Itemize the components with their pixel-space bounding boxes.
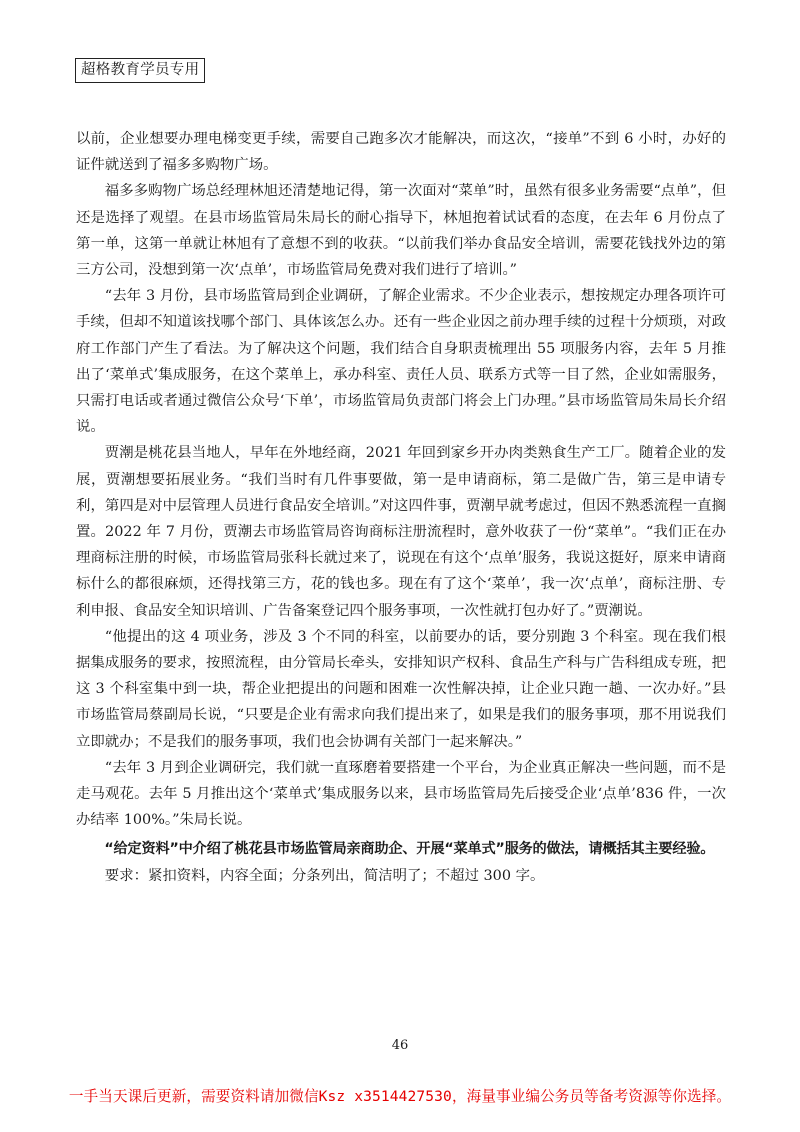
article-body <box>76 126 726 889</box>
paragraph-4: 贾潮是桃花县当地人，早年在外地经商，2021 年回到家乡开办肉类熟食生产工厂。随着企业的发展，贾潮想要拓展业务。“我们当时有几件事要做，第一是申请商标，第二是做广告，第三是申请专利，第四是对中层管理人员进行食品安全培训。”对这四件事，贾潮早就考虑过，但因不熟悉流程一直搁置。2022 年 7 月份，贾潮去市场监管局咨询商标注册流程时，意外收获了一份“菜单”。“我们正在办理商标注册的时候，市场监管局张科长就过来了，说现在有这个‘点单’服务，我说这挺好，原来申请商标什么的都很麻烦，还得找第三方，花的钱也多。现在有了这个‘菜单’，我一次‘点单’，商标注册、专利申报、食品安全知识培训、广告备案登记四个服务事项，一次性就打包办好了。”贾潮说。 <box>76 445 726 619</box>
paragraph-5: “他提出的这 4 项业务，涉及 3 个不同的科室，以前要办的话，要分别跑 3 个科室。现在我们根据集成服务的要求，按照流程，由分管局长牵头，安排知识产权科、食品生产科与广告科组成专班，把这 3 个科室集中到一块，帮企业把提出的问题和困难一次性解决掉，让企业只跑一趟、一次办好。”县市场监管局蔡副局长说，“只要是企业有需求向我们提出来了，如果是我们的服务事项，那不用说我们立即就办；不是我们的服务事项，我们也会协调有关部门一起来解决。” <box>76 628 726 750</box>
paragraph-2: 福多多购物广场总经理林旭还清楚地记得，第一次面对“菜单”时，虽然有很多业务需要“点单”，但还是选择了观望。在县市场监管局朱局长的耐心指导下，林旭抱着试试看的态度，在去年 6 月份点了第一单，这第一单就让林旭有了意想不到的收获。“以前我们举办食品安全培训，需要花钱找外边的第三方公司，没想到第一次‘点单’，市场监管局免费对我们进行了培训。” <box>76 183 726 279</box>
exam-question: “给定资料”中介绍了桃花县市场监管局亲商助企、开展“菜单式”服务的做法，请概括其主要经验。 <box>104 841 715 858</box>
paragraph-6: “去年 3 月到企业调研完，我们就一直琢磨着要搭建一个平台，为企业真正解决一些问题，而不是走马观花。去年 5 月推出这个‘菜单式’集成服务以来，县市场监管局先后接受企业‘点单’836 件，一次办结率 100%。”朱局长说。 <box>76 759 726 829</box>
page-number: 46 <box>391 1038 409 1053</box>
watermark-tag: 超格教育学员专用 <box>75 58 205 83</box>
footer-note: 一手当天课后更新，需要资料请加微信Ksz x3514427530，海量事业编公务员等备考资源等你选择。 <box>68 1088 732 1105</box>
answer-requirement: 要求：紧扣资料，内容全面；分条列出，简洁明了；不超过 300 字。 <box>104 867 545 884</box>
paragraph-3: “去年 3 月份，县市场监管局到企业调研，了解企业需求。不少企业表示，想按规定办理各项许可手续，但却不知道该找哪个部门、具体该怎么办。还有一些企业因之前办理手续的过程十分烦琐，对政府工作部门产生了看法。为了解决这个问题，我们结合自身职责梳理出 55 项服务内容，去年 5 月推出了‘菜单式’集成服务，在这个菜单上，承办科室、责任人员、联系方式等一目了然，企业如需服务，只需打电话或者通过微信公众号‘下单’，市场监管局负责部门将会上门办理。”县市场监管局朱局长介绍说。 <box>76 288 726 436</box>
paragraph-1: 以前，企业想要办理电梯变更手续，需要自己跑多次才能解决，而这次，“接单”不到 6 小时，办好的证件就送到了福多多购物广场。 <box>76 131 726 174</box>
